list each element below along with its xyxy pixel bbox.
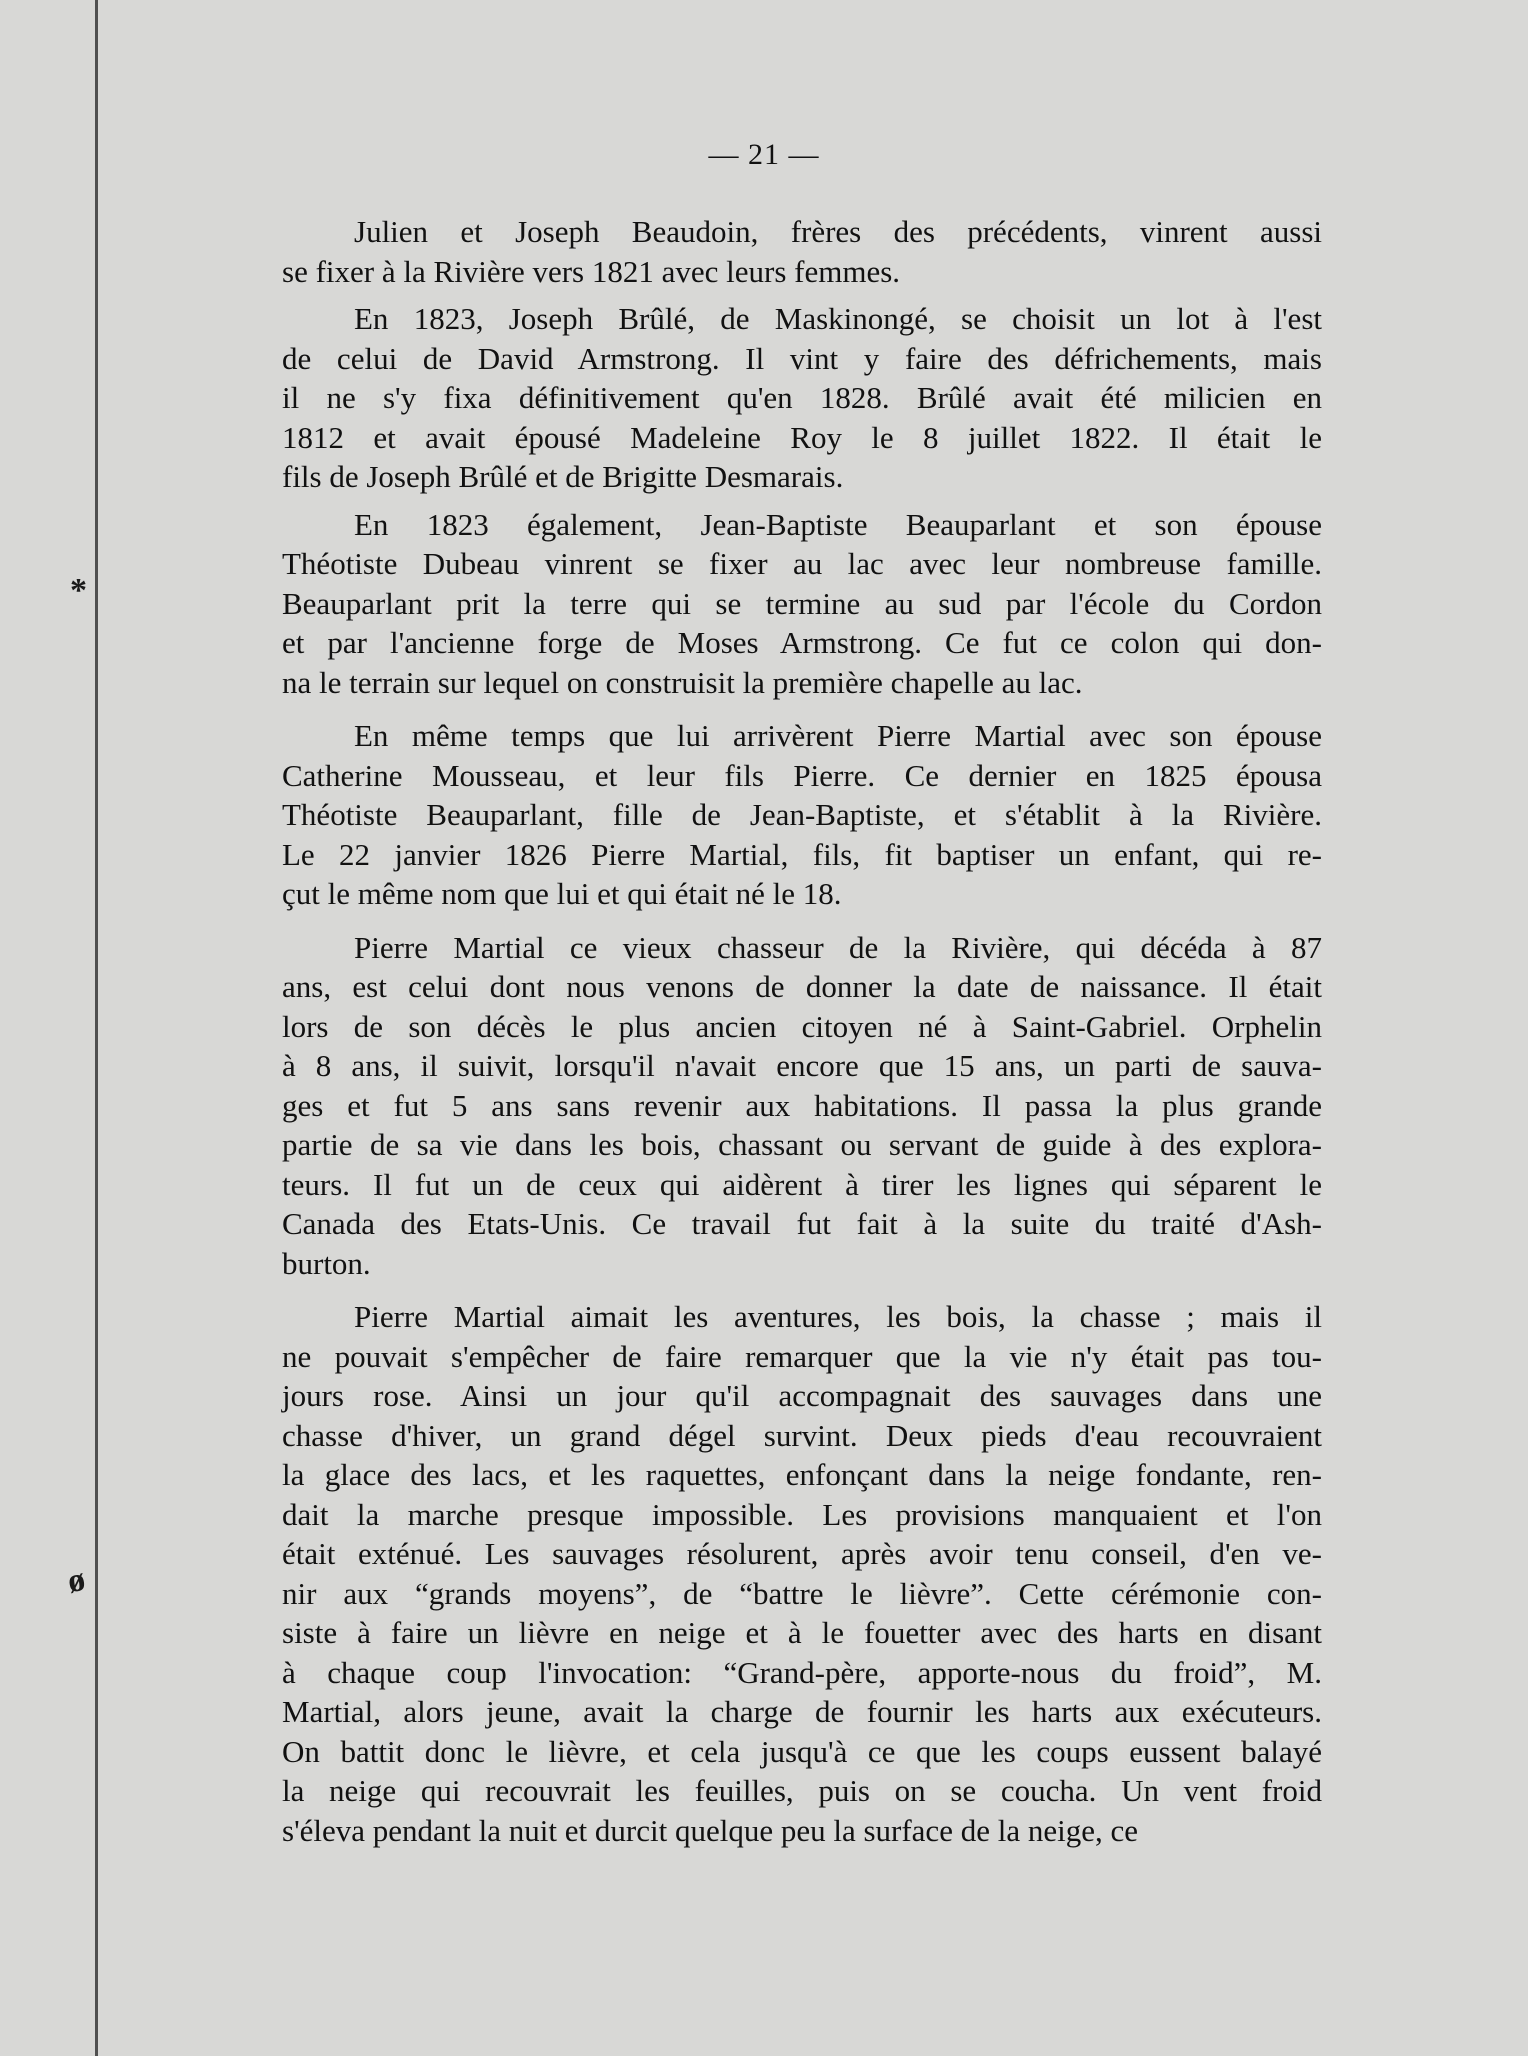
text-line: Pierre Martial ce vieux chasseur de la Rivière, qui décéda à 87 bbox=[354, 929, 1322, 965]
page-edge-line bbox=[95, 0, 98, 2056]
body-text bbox=[282, 212, 1322, 1850]
text-line: En même temps que lui arrivèrent Pierre Martial avec son épouse bbox=[354, 718, 1322, 753]
text-line: s'éleva pendant la nuit et durcit quelque peu la surface de la neige, ce bbox=[282, 1812, 1138, 1848]
text-line: Julien et Joseph Beaudoin, frères des précédents, vinrent aussi bbox=[354, 214, 1322, 249]
text-line: jours rose. Ainsi un jour qu'il accompagnait des sauvages dans une bbox=[282, 1378, 1322, 1413]
text-line: Beauparlant prit la terre qui se termine au sud par l'école du Cordon bbox=[282, 585, 1322, 621]
text-line: fils de Joseph Brûlé et de Brigitte Desmarais. bbox=[282, 459, 844, 494]
page-number: — 21 — bbox=[708, 138, 820, 171]
text-line: Le 22 janvier 1826 Pierre Martial, fils, fit baptiser un enfant, qui re- bbox=[282, 836, 1322, 872]
paragraph bbox=[282, 716, 1322, 914]
text-line: dait la marche presque impossible. Les provisions manquaient et l'on bbox=[282, 1496, 1322, 1532]
text-line: Catherine Mousseau, et leur fils Pierre. Ce dernier en 1825 épousa bbox=[282, 757, 1322, 793]
text-line: était exténué. Les sauvages résolurent, après avoir tenu conseil, d'en ve- bbox=[282, 1536, 1322, 1571]
text-line: ne pouvait s'empêcher de faire remarquer que la vie n'y était pas tou- bbox=[282, 1338, 1322, 1374]
margin-mark: ø bbox=[65, 1561, 88, 1601]
paragraph bbox=[282, 928, 1322, 1284]
text-line: çut le même nom que lui et qui était né le 18. bbox=[282, 876, 842, 911]
paragraph bbox=[282, 212, 1322, 291]
text-line: Théotiste Beauparlant, fille de Jean-Baptiste, et s'établit à la Rivière. bbox=[282, 797, 1322, 832]
text-line: se fixer à la Rivière vers 1821 avec leurs femmes. bbox=[282, 253, 901, 289]
text-line: nir aux “grands moyens”, de “battre le lièvre”. Cette cérémonie con- bbox=[282, 1575, 1322, 1611]
text-line: siste à faire un lièvre en neige et à le fouetter avec des harts en disant bbox=[282, 1615, 1322, 1650]
text-line: partie de sa vie dans les bois, chassant ou servant de guide à des explora- bbox=[282, 1127, 1322, 1162]
text-line: la glace des lacs, et les raquettes, enfonçant dans la neige fondante, ren- bbox=[282, 1457, 1322, 1492]
text-line: On battit donc le lièvre, et cela jusqu'à ce que les coups eussent balayé bbox=[282, 1733, 1322, 1769]
text-line: En 1823 également, Jean-Baptiste Beauparlant et son épouse bbox=[354, 506, 1322, 542]
text-line: ges et fut 5 ans sans revenir aux habitations. Il passa la plus grande bbox=[282, 1087, 1322, 1123]
text-line: chasse d'hiver, un grand dégel survint. Deux pieds d'eau recouvraient bbox=[282, 1417, 1322, 1453]
text-line: 1812 et avait épousé Madeleine Roy le 8 juillet 1822. Il était le bbox=[282, 419, 1322, 455]
margin-mark: * bbox=[70, 572, 87, 609]
text-line: Martial, alors jeune, avait la charge de fournir les harts aux exécuteurs. bbox=[282, 1694, 1322, 1729]
paragraph bbox=[282, 1297, 1322, 1850]
text-line: Théotiste Dubeau vinrent se fixer au lac avec leur nombreuse famille. bbox=[282, 546, 1322, 581]
text-line: lors de son décès le plus ancien citoyen né à Saint-Gabriel. Orphelin bbox=[282, 1008, 1322, 1044]
text-line: et par l'ancienne forge de Moses Armstrong. Ce fut ce colon qui don- bbox=[282, 625, 1322, 660]
text-line: la neige qui recouvrait les feuilles, puis on se coucha. Un vent froid bbox=[282, 1773, 1322, 1808]
paragraph bbox=[282, 505, 1322, 703]
text-line: à chaque coup l'invocation: “Grand-père, apporte-nous du froid”, M. bbox=[282, 1654, 1322, 1690]
text-line: Pierre Martial aimait les aventures, les bois, la chasse ; mais il bbox=[354, 1299, 1322, 1334]
text-line: à 8 ans, il suivit, lorsqu'il n'avait encore que 15 ans, un parti de sauva- bbox=[282, 1048, 1322, 1083]
text-line: En 1823, Joseph Brûlé, de Maskinongé, se choisit un lot à l'est bbox=[354, 301, 1322, 336]
text-line: na le terrain sur lequel on construisit la première chapelle au lac. bbox=[282, 664, 1083, 700]
text-line: il ne s'y fixa définitivement qu'en 1828. Brûlé avait été milicien en bbox=[282, 380, 1322, 415]
text-line: Canada des Etats-Unis. Ce travail fut fait à la suite du traité d'Ash- bbox=[282, 1206, 1322, 1241]
text-line: teurs. Il fut un de ceux qui aidèrent à tirer les lignes qui séparent le bbox=[282, 1166, 1322, 1202]
paragraph bbox=[282, 299, 1322, 497]
text-line: ans, est celui dont nous venons de donner la date de naissance. Il était bbox=[282, 969, 1322, 1004]
text-line: burton. bbox=[282, 1245, 371, 1281]
text-line: de celui de David Armstrong. Il vint y faire des défrichements, mais bbox=[282, 340, 1322, 376]
